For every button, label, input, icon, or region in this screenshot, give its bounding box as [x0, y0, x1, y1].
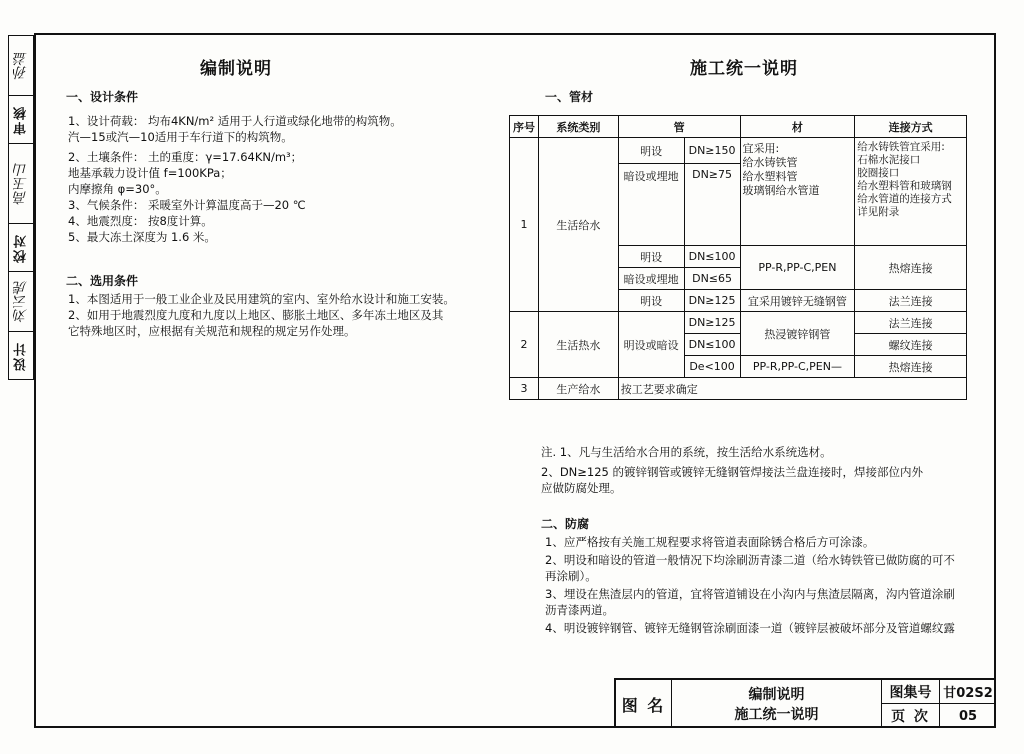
header-cell: 管 [618, 116, 740, 138]
header-cell: 连接方式 [855, 116, 967, 138]
pipe-diameter: DN≥125 [684, 312, 740, 334]
row-number: 1 [510, 138, 539, 312]
pipe-diameter: DN≥75 [684, 164, 740, 246]
note-line: 应做防腐处理。 [541, 481, 622, 495]
text-line: 4、地震烈度： 按8度计算。 [68, 214, 213, 228]
text-line: 3、埋设在焦渣层内的管道，宜将管道铺设在小沟内与焦渣层隔离，沟内管道涂刷 [545, 587, 955, 601]
pipe-diameter: DN≤65 [684, 268, 740, 290]
pipe-diameter: De<100 [684, 356, 740, 378]
note-line: 注. 1、凡与生活给水合用的系统，按生活给水系统选材。 [541, 445, 832, 459]
header-cell: 材 [740, 116, 855, 138]
design-conditions [68, 113, 402, 245]
laying-method: 明设 [618, 138, 684, 164]
drawing-name [672, 680, 882, 728]
text-line: 1、本图适用于一般工业企业及民用建筑的室内、室外给水设计和施工安装。 [68, 292, 455, 306]
material-text: 热浸镀锌钢管 [740, 312, 855, 356]
signature-design: 刘云虎 [9, 272, 33, 332]
material-text: 宜采用: 给水铸铁管 给水塑料管 玻璃钢给水管道 [740, 138, 855, 246]
label-page-number: 页 次 [882, 704, 940, 728]
material-text: 按工艺要求确定 [618, 378, 966, 400]
label-drawing-name: 图 名 [616, 680, 672, 728]
text-line: 汽—15或汽—10适用于车行道下的构筑物。 [68, 130, 293, 144]
text-line: 5、最大冻土深度为 1.6 米。 [68, 230, 216, 244]
row-number: 3 [510, 378, 539, 400]
laying-method: 暗设或埋地 [618, 164, 684, 246]
label-audit: 审核 [9, 96, 33, 144]
table-row [510, 138, 967, 164]
label-design: 设计 [13, 340, 29, 371]
connection-text: 热熔连接 [855, 246, 967, 290]
row-number: 2 [510, 312, 539, 378]
usage-conditions [68, 291, 455, 339]
connection-text: 法兰连接 [855, 312, 967, 334]
right-section-1: 一、管材 [545, 90, 594, 104]
table-notes [541, 444, 923, 496]
anticorrosion-text [545, 534, 955, 636]
left-section-2: 二、选用条件 [66, 274, 139, 288]
text-line: 3、气候条件： 采暖室外计算温度高于—20 ℃ [68, 198, 306, 212]
connection-text: 螺纹连接 [855, 334, 967, 356]
signature-audit: 孙益 [9, 36, 33, 96]
material-text: PP-R,PP-C,PEN— [740, 356, 855, 378]
label-check: 校对 [9, 224, 33, 272]
label-atlas-number: 图集号 [882, 680, 940, 704]
page-number: 05 [958, 708, 978, 724]
pipe-diameter: DN≤100 [684, 334, 740, 356]
right-title: 施工统一说明 [690, 59, 798, 79]
note-line: 2、DN≥125 的镀锌钢管或镀锌无缝钢管焊接法兰盘连接时，焊接部位内外 [541, 465, 924, 479]
text-line: 内摩擦角 φ=30°。 [68, 182, 167, 196]
material-text: PP-R,PP-C,PEN [740, 246, 855, 290]
system-type: 生活热水 [538, 312, 618, 378]
text-line: 2、如用于地震烈度九度和九度以上地区、膨胀土地区、多年冻土地区及其 [68, 308, 444, 322]
laying-method: 明设 [618, 290, 684, 312]
signature-check: 高玉山 [9, 144, 33, 224]
text-line: 沥青漆两道。 [545, 603, 614, 617]
table-row [510, 312, 967, 334]
header-cell: 序号 [510, 116, 539, 138]
table-row [510, 378, 967, 400]
atlas-number: 甘02S2 [940, 680, 996, 704]
system-type: 生产给水 [538, 378, 618, 400]
text-line: 地基承载力设计值 f=100KPa； [68, 166, 232, 180]
material-text: 宜采用镀锌无缝钢管 [740, 290, 855, 312]
right-section-2: 二、防腐 [541, 517, 590, 531]
text-line: 4、明设镀锌钢管、镀锌无缝钢管涂刷面漆一道（镀锌层被破坏部分及管道螺纹露 [545, 621, 955, 635]
signature-strip [8, 35, 34, 380]
laying-method: 明设或暗设 [618, 312, 684, 378]
pipe-material-table [509, 115, 967, 400]
pipe-diameter: DN≤100 [684, 246, 740, 268]
left-title: 编制说明 [200, 59, 272, 79]
table-header-row [510, 116, 967, 138]
text-line: 2、土壤条件： 土的重度：γ=17.64KN/m³； [68, 150, 303, 164]
text-line: 它特殊地区时，应根据有关规范和规程的规定另作处理。 [68, 324, 356, 338]
text-line: 1、设计荷载： 均布4KN/m² 适用于人行道或绿化地带的构筑物。 [68, 114, 402, 128]
connection-text: 给水铸铁管宜采用: 石棉水泥接口 胶圈接口 给水塑料管和玻璃钢 给水管道的连接方式 详见附录 [855, 138, 967, 246]
text-line: 1、应严格按有关施工规程要求将管道表面除锈合格后方可涂漆。 [545, 535, 875, 549]
drawing-name-line2: 施工统一说明 [734, 707, 819, 723]
laying-method: 明设 [618, 246, 684, 268]
text-line: 再涂刷）。 [545, 569, 597, 583]
system-type: 生活给水 [538, 138, 618, 312]
connection-text: 热熔连接 [855, 356, 967, 378]
drawing-name-line1: 编制说明 [748, 687, 805, 703]
pipe-diameter: DN≥125 [684, 290, 740, 312]
laying-method: 暗设或埋地 [618, 268, 684, 290]
pipe-diameter: DN≥150 [684, 138, 740, 164]
text-line: 2、明设和暗设的管道一般情况下均涂刷沥青漆二道（给水铸铁管已做防腐的可不 [545, 553, 955, 567]
header-cell: 系统类别 [538, 116, 618, 138]
connection-text: 法兰连接 [855, 290, 967, 312]
title-block [614, 678, 996, 728]
left-section-1: 一、设计条件 [66, 90, 139, 104]
